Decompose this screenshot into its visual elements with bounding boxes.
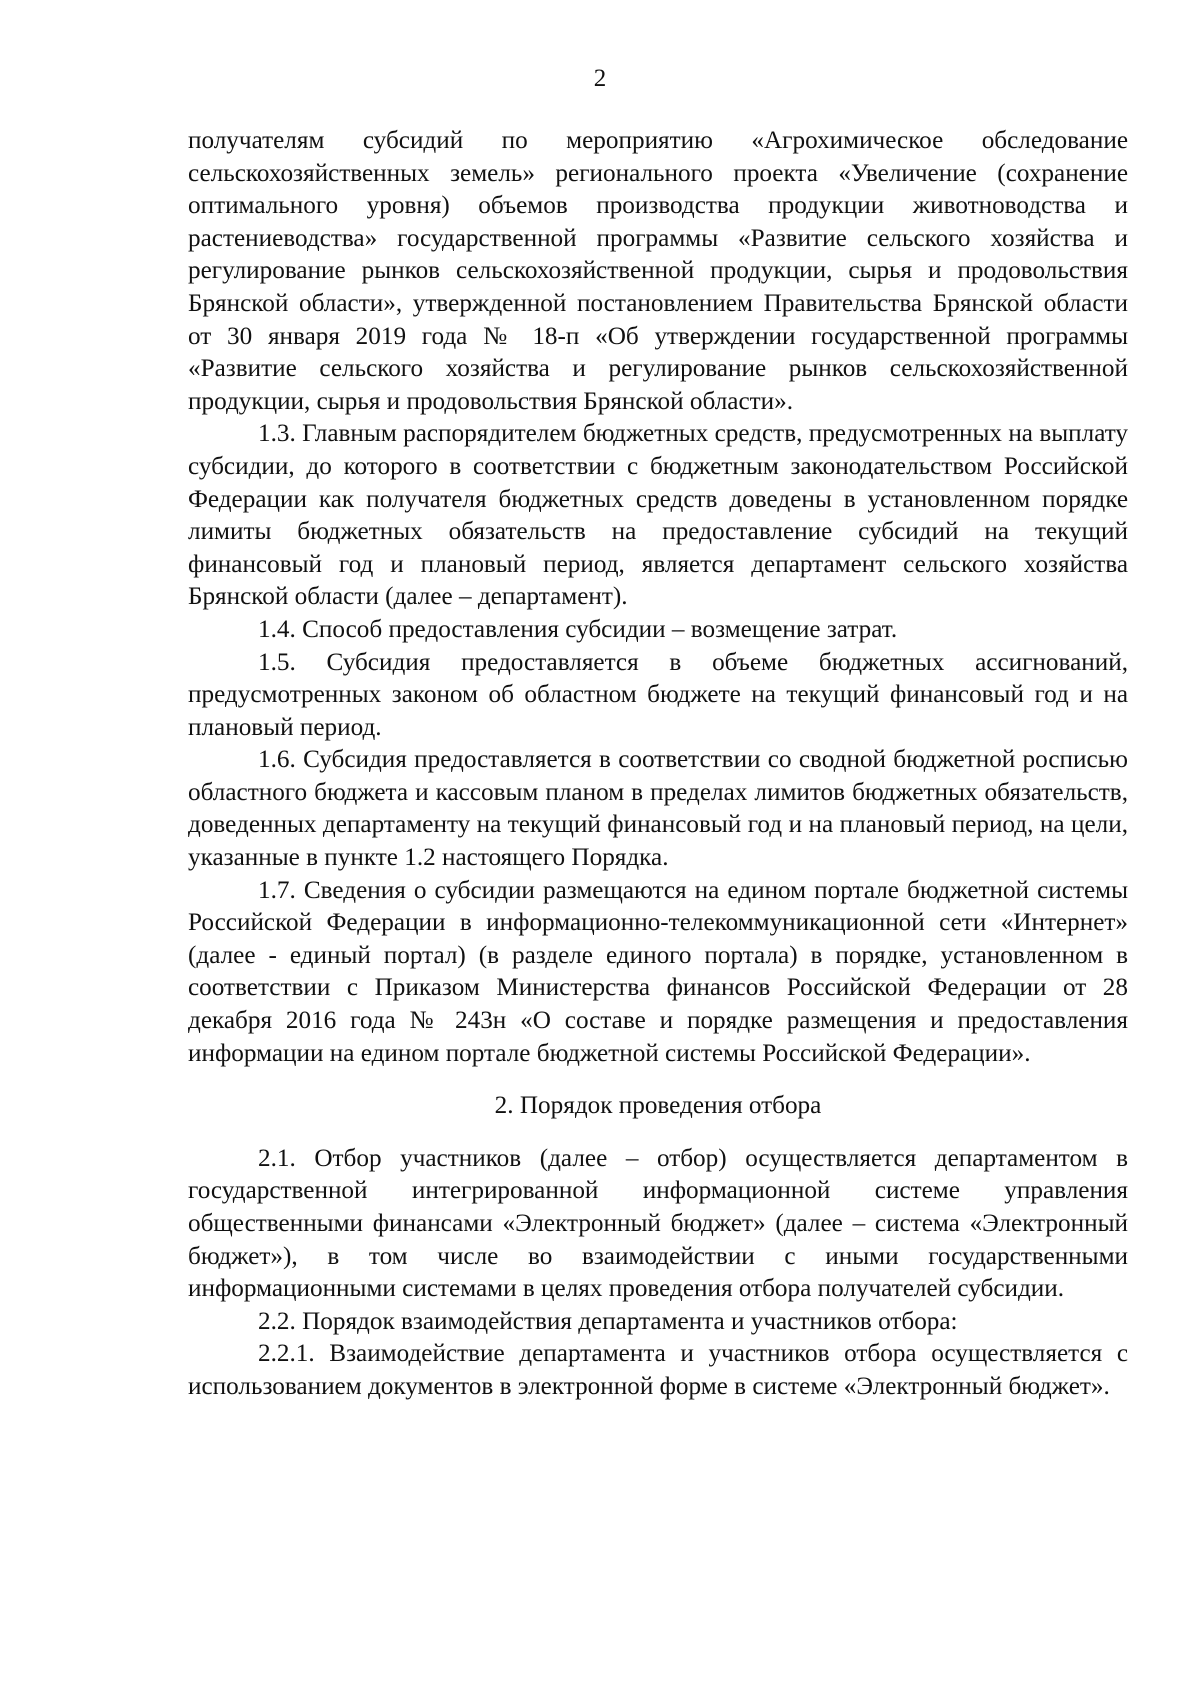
paragraph-2-2-1: 2.2.1. Взаимодействие департамента и участников отбора осуществляется с использованием документов в электронной форме в системе «Электронный бюджет».: [188, 1340, 1128, 1400]
paragraph-1-3: 1.3. Главным распорядителем бюджетных средств, предусмотренных на выплату субсидии, до которого в соответствии с бюджетным законодательством Российской Федерации как получателя бюджетных средств доведены в установленном порядке лимиты бюджетных обязательств на предоставление субсидий на текущий финансовый год и плановый период, является департамент сельского хозяйства Брянской области (далее – департамент).: [188, 420, 1128, 611]
document-body: [188, 125, 1128, 1404]
section-heading: 2. Порядок проведения отбора: [494, 1092, 822, 1120]
paragraph-2-1: 2.1. Отбор участников (далее – отбор) осуществляется департаментом в государственной интегрированной информационной системе управления общественными финансами «Электронный бюджет» (далее – система «Электронный бюджет»), в том числе во взаимодействии с иными государственными информационными системами в целях проведения отбора получателей субсидии.: [188, 1144, 1128, 1303]
paragraph-1-6: 1.6. Субсидия предоставляется в соответствии со сводной бюджетной росписью областного бюджета и кассовым планом в пределах лимитов бюджетных обязательств, доведенных департаменту на текущий финансовый год и на плановый период, на цели, указанные в пункте 1.2 настоящего Порядка.: [188, 746, 1128, 872]
paragraph-1-7: 1.7. Сведения о субсидии размещаются на едином портале бюджетной системы Российской Федерации в информационно-телекоммуникационной сети «Интернет» (далее - единый портал) (в разделе единого портала) в порядке, установленном в соответствии с Приказом Министерства финансов Российской Федерации от 28 декабря 2016 года № 243н «О составе и порядке размещения и предоставления информации на едином портале бюджетной системы Российской Федерации».: [188, 876, 1128, 1067]
paragraph-continuation: получателям субсидий по мероприятию «Агрохимическое обследование сельскохозяйственных земель» регионального проекта «Увеличение (сохранение оптимального уровня) объемов производства продукции животноводства и растениеводства» государственной программы «Развитие сельского хозяйства и регулирование рынков сельскохозяйственной продукции, сырья и продовольствия Брянской области», утвержденной постановлением Правительства Брянской области от 30 января 2019 года № 18-п «Об утверждении государственной программы «Развитие сельского хозяйства и регулирование рынков сельскохозяйственной продукции, сырья и продовольствия Брянской области».: [188, 127, 1128, 415]
paragraph-2-2: 2.2. Порядок взаимодействия департамента и участников отбора:: [258, 1307, 958, 1335]
paragraph-1-5: 1.5. Субсидия предоставляется в объеме бюджетных ассигнований, предусмотренных законом об областном бюджете на текущий финансовый год и на плановый период.: [188, 648, 1128, 741]
page-number: 2: [593, 65, 607, 92]
paragraph-1-4: 1.4. Способ предоставления субсидии – возмещение затрат.: [258, 615, 898, 643]
